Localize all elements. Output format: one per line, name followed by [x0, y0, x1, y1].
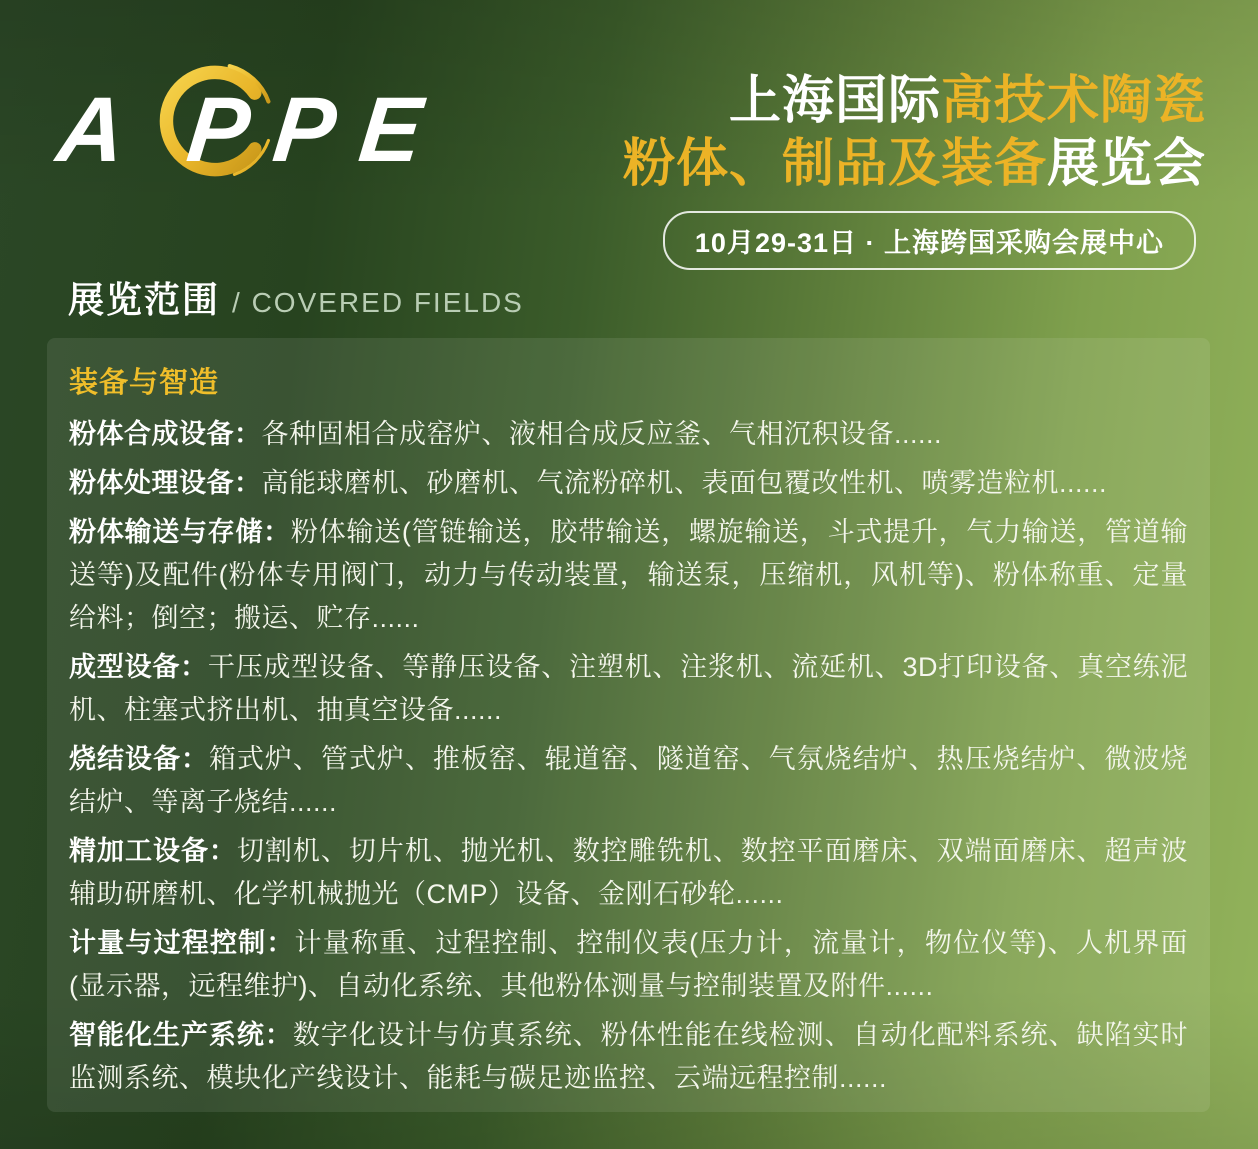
field-item-text: 切割机、切片机、抛光机、数控雕铣机、数控平面磨床、双端面磨床、超声波辅助研磨机、化学机械抛光（CMP）设备、金刚石砂轮...... — [69, 836, 1189, 909]
section-title-en: / COVERED FIELDS — [232, 287, 524, 318]
field-item-text: 干压成型设备、等静压设备、注塑机、注浆机、流延机、3D打印设备、真空练泥机、柱塞式挤出机、抽真空设备...... — [69, 652, 1189, 725]
logo-letter-p1: P — [182, 79, 255, 181]
logo-letter-a: A — [52, 79, 130, 181]
logo-letter-e: E — [354, 79, 427, 181]
field-item-label: 烧结设备： — [69, 744, 209, 774]
title-line1-gold: 高技术陶瓷 — [940, 73, 1206, 130]
acppe-logo — [52, 58, 458, 208]
field-item-text: 箱式炉、管式炉、推板窑、辊道窑、隧道窑、气氛烧结炉、热压烧结炉、微波烧结炉、等离子烧结...... — [69, 744, 1189, 817]
field-item-label: 粉体合成设备： — [69, 419, 262, 449]
title-line-1 — [623, 70, 1206, 133]
covered-fields-panel — [47, 338, 1210, 1112]
field-item-forming-equipment — [69, 646, 1188, 732]
field-item-text: 各种固相合成窑炉、液相合成反应釜、气相沉积设备...... — [261, 419, 943, 449]
field-item-sintering-equipment — [69, 738, 1188, 824]
field-item-finishing-equipment — [69, 830, 1188, 916]
field-item-text: 高能球磨机、砂磨机、气流粉碎机、表面包覆改性机、喷雾造粒机...... — [261, 468, 1108, 498]
field-item-powder-processing — [69, 462, 1188, 505]
field-item-label: 成型设备： — [69, 652, 208, 682]
field-item-text: 计量称重、过程控制、控制仪表(压力计，流量计，物位仪等)、人机界面(显示器，远程维护)、自动化系统、其他粉体测量与控制装置及附件...... — [69, 928, 1189, 1001]
title-line2-white: 展览会 — [1046, 136, 1206, 193]
field-item-text: 数字化设计与仿真系统、粉体性能在线检测、自动化配料系统、缺陷实时监测系统、模块化产线设计、能耗与碳足迹监控、云端远程控制...... — [69, 1020, 1189, 1093]
field-item-label: 智能化生产系统： — [69, 1020, 293, 1050]
field-item-label: 计量与过程控制： — [69, 928, 295, 958]
field-item-powder-synthesis — [69, 413, 1188, 456]
section-title-cn: 展览范围 — [68, 279, 221, 320]
field-item-metering-process-control — [69, 922, 1188, 1008]
field-item-intelligent-production — [69, 1014, 1188, 1100]
panel-category-heading: 装备与智造 — [69, 367, 220, 399]
section-header — [68, 272, 524, 323]
field-item-text: 粉体输送(管链输送，胶带输送，螺旋输送，斗式提升，气力输送，管道输送等)及配件(粉体专用阀门，动力与传动装置，输送泵，压缩机，风机等)、粉体称重、定量给料；倒空；搬运、贮存...... — [69, 517, 1188, 633]
logo-letter-p2: P — [268, 79, 341, 181]
field-item-label: 粉体输送与存储： — [69, 517, 291, 547]
field-item-label: 精加工设备： — [69, 836, 237, 866]
field-item-label: 粉体处理设备： — [69, 468, 262, 498]
title-line1-white: 上海国际 — [728, 73, 941, 130]
date-venue-badge: 10月29-31日 · 上海跨国采购会展中心 — [663, 211, 1196, 270]
title-line-2 — [623, 133, 1206, 196]
title-line2-gold: 粉体、制品及装备 — [622, 136, 1047, 193]
exhibition-title — [623, 70, 1206, 196]
field-item-powder-conveying-storage — [69, 511, 1188, 640]
